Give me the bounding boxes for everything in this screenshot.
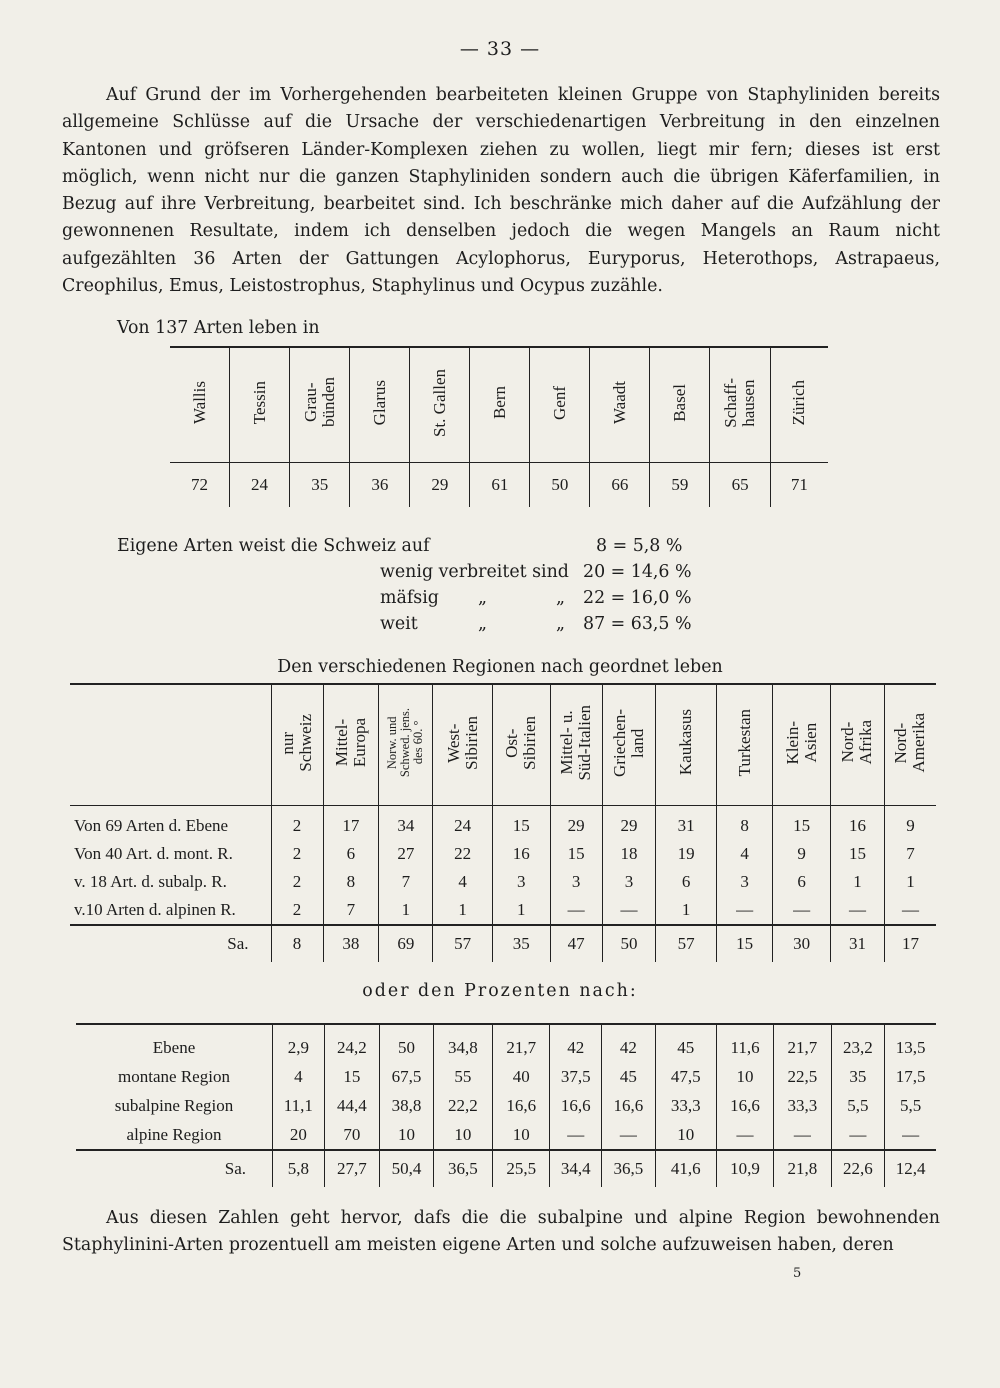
cell: 50 — [380, 1024, 434, 1062]
cell: — — [774, 1120, 831, 1150]
region-header: West- Sibirien — [433, 684, 493, 806]
sum-cell: 12,4 — [885, 1150, 936, 1187]
cell: 15 — [324, 1062, 379, 1091]
stats-value: 20 = 14,6 % — [583, 562, 692, 582]
canton-value: 66 — [590, 463, 650, 508]
stats-value: 22 = 16,0 % — [583, 588, 692, 608]
row-label: Von 69 Arten d. Ebene — [70, 806, 271, 841]
region-header: Ost- Sibirien — [492, 684, 550, 806]
sum-cell: 38 — [323, 925, 379, 962]
row-label: subalpine Region — [76, 1091, 273, 1120]
table2-caption: Den verschiedenen Regionen nach geordnet leben — [277, 657, 723, 677]
cell: 31 — [656, 806, 716, 841]
cell: 4 — [273, 1062, 325, 1091]
cell: 44,4 — [324, 1091, 379, 1120]
canton-header: Zürich — [770, 347, 828, 463]
region-header: Mittel- u. Süd-Italien — [550, 684, 602, 806]
sum-cell: 50 — [602, 925, 656, 962]
row-label: Ebene — [76, 1024, 273, 1062]
region-header: Turkestan — [716, 684, 773, 806]
closing-paragraph: Aus diesen Zahlen geht hervor, dafs die die subalpine und alpine Region bewohnenden Staphylinini-Arten prozentuell am meisten eigene Arten und solche aufzuweisen haben, deren — [62, 1208, 940, 1256]
cell: 29 — [602, 806, 656, 841]
table-row — [76, 1091, 936, 1120]
stats-label: Eigene Arten weist die Schweiz auf — [117, 536, 430, 556]
cell: 3 — [492, 868, 550, 896]
stats-label: mäfsig — [380, 588, 439, 608]
sum-label: Sa. — [70, 925, 271, 962]
canton-header: Schaff- hausen — [710, 347, 770, 463]
cell: 4 — [433, 868, 493, 896]
cell: 1 — [831, 868, 885, 896]
sum-cell: 50,4 — [380, 1150, 434, 1187]
sum-cell: 10,9 — [716, 1150, 773, 1187]
canton-header: Glarus — [350, 347, 410, 463]
cell: 6 — [773, 868, 831, 896]
cell: — — [831, 1120, 885, 1150]
cell: — — [716, 896, 773, 925]
cell: 15 — [550, 840, 602, 868]
cell: 16,6 — [493, 1091, 550, 1120]
cell: — — [550, 896, 602, 925]
canton-header: Wallis — [170, 347, 230, 463]
cell: 35 — [831, 1062, 885, 1091]
cell: 17,5 — [895, 1066, 926, 1086]
cell: 2 — [271, 868, 323, 896]
cell: 4 — [716, 840, 773, 868]
cell: 45 — [602, 1062, 656, 1091]
table-row — [76, 1120, 936, 1150]
cell: 7 — [906, 844, 915, 863]
table-row — [76, 1024, 936, 1062]
sum-cell: 30 — [773, 925, 831, 962]
cell: 45 — [655, 1024, 716, 1062]
cell: — — [716, 1120, 773, 1150]
cell: 1 — [492, 896, 550, 925]
cell: 15 — [773, 806, 831, 841]
sum-cell: 22,6 — [831, 1150, 885, 1187]
canton-header: Genf — [530, 347, 590, 463]
canton-value: 61 — [470, 463, 530, 508]
canton-value: 50 — [530, 463, 590, 508]
canton-header: Grau- bünden — [290, 347, 350, 463]
ditto-mark: „ — [556, 614, 566, 634]
sum-cell: 36,5 — [602, 1150, 656, 1187]
sum-cell: 27,7 — [324, 1150, 379, 1187]
canton-header: Bern — [470, 347, 530, 463]
cell: 10 — [716, 1062, 773, 1091]
cell: 24 — [433, 806, 493, 841]
region-header: Nord- Amerika — [884, 684, 936, 806]
cell: 22,2 — [433, 1091, 492, 1120]
cell: 42 — [602, 1024, 656, 1062]
region-header: Griechen- land — [602, 684, 656, 806]
canton-header: St. Gallen — [410, 347, 470, 463]
canton-value: 29 — [410, 463, 470, 508]
cell: 67,5 — [380, 1062, 434, 1091]
canton-header-row — [170, 347, 828, 463]
region-header: Mittel- Europa — [323, 684, 379, 806]
region-header: nur Schweiz — [271, 684, 323, 806]
canton-value: 71 — [790, 475, 808, 494]
table-row — [70, 806, 936, 841]
row-label: alpine Region — [76, 1120, 273, 1150]
region-percent-table — [76, 1023, 936, 1187]
cell: 21,7 — [774, 1024, 831, 1062]
cell: 22 — [433, 840, 493, 868]
region-count-table — [70, 683, 936, 962]
cell: 11,6 — [716, 1024, 773, 1062]
canton-value: 35 — [290, 463, 350, 508]
cell: — — [902, 1124, 920, 1144]
cell: 2 — [271, 840, 323, 868]
sum-cell: 57 — [656, 925, 716, 962]
cell: 55 — [433, 1062, 492, 1091]
region-header-blank — [70, 684, 271, 806]
cell: — — [773, 896, 831, 925]
page-number: — 33 — — [459, 38, 541, 60]
cell: 19 — [656, 840, 716, 868]
cell: 3 — [602, 868, 656, 896]
cell: 40 — [493, 1062, 550, 1091]
cell: — — [550, 1120, 602, 1150]
distribution-stats — [0, 530, 1000, 640]
sum-cell: 5,8 — [273, 1150, 325, 1187]
region-header: Norw. und Schwed. jens. des 60. ° — [379, 684, 433, 806]
signature-mark: 5 — [793, 1266, 802, 1281]
row-label: v.10 Arten d. alpinen R. — [70, 896, 271, 925]
cell: 3 — [716, 868, 773, 896]
cell: 18 — [602, 840, 656, 868]
stats-label: wenig verbreitet sind — [380, 562, 569, 582]
cell: 23,2 — [831, 1024, 885, 1062]
sum-label: Sa. — [76, 1150, 273, 1187]
cell: 6 — [656, 868, 716, 896]
cell: 1 — [433, 896, 493, 925]
cell: 20 — [273, 1120, 325, 1150]
cell: 13,5 — [895, 1037, 926, 1057]
row-label: Von 40 Art. d. mont. R. — [70, 840, 271, 868]
sum-cell: 57 — [433, 925, 493, 962]
cell: 17 — [323, 806, 379, 841]
sum-cell: 36,5 — [433, 1150, 492, 1187]
cell: 7 — [323, 896, 379, 925]
cell: 16 — [492, 840, 550, 868]
cell: 10 — [493, 1120, 550, 1150]
cell: 11,1 — [273, 1091, 325, 1120]
cell: 9 — [773, 840, 831, 868]
cell: 1 — [656, 896, 716, 925]
cell: 8 — [716, 806, 773, 841]
canton-value: 65 — [710, 463, 770, 508]
cell: 42 — [550, 1024, 602, 1062]
cell: 38,8 — [380, 1091, 434, 1120]
ditto-mark: „ — [556, 588, 566, 608]
ditto-mark: „ — [478, 614, 488, 634]
canton-header: Tessin — [230, 347, 290, 463]
cell: 2 — [271, 896, 323, 925]
cell: 5,5 — [899, 1095, 922, 1115]
cell: 33,3 — [655, 1091, 716, 1120]
cell: 8 — [323, 868, 379, 896]
canton-table — [170, 346, 828, 507]
sum-cell: 34,4 — [550, 1150, 602, 1187]
stats-value: 87 = 63,5 % — [583, 614, 692, 634]
table-row — [76, 1062, 936, 1091]
region-header: Klein- Asien — [773, 684, 831, 806]
cell: 47,5 — [655, 1062, 716, 1091]
cell: 16,6 — [550, 1091, 602, 1120]
cell: 1 — [379, 896, 433, 925]
cell: 2,9 — [273, 1024, 325, 1062]
sum-cell: 8 — [271, 925, 323, 962]
table-row — [70, 896, 936, 925]
sum-cell: 69 — [379, 925, 433, 962]
cell: 22,5 — [774, 1062, 831, 1091]
cell: 34 — [379, 806, 433, 841]
row-label: v. 18 Art. d. subalp. R. — [70, 868, 271, 896]
cell: 16,6 — [716, 1091, 773, 1120]
cell: 5,5 — [831, 1091, 885, 1120]
cell: 2 — [271, 806, 323, 841]
stats-label: weit — [380, 614, 418, 634]
sum-cell: 17 — [884, 925, 936, 962]
table3-caption: oder den Prozenten nach: — [362, 981, 638, 1001]
sum-cell: 47 — [550, 925, 602, 962]
row-label: montane Region — [76, 1062, 273, 1091]
cell: 24,2 — [324, 1024, 379, 1062]
cell: 37,5 — [550, 1062, 602, 1091]
cell: 21,7 — [493, 1024, 550, 1062]
cell: 10 — [655, 1120, 716, 1150]
cell: 29 — [550, 806, 602, 841]
cell: — — [602, 896, 656, 925]
sum-cell: 25,5 — [493, 1150, 550, 1187]
cell: 3 — [550, 868, 602, 896]
canton-header: Waadt — [590, 347, 650, 463]
canton-value: 59 — [650, 463, 710, 508]
canton-value: 24 — [230, 463, 290, 508]
cell: 15 — [492, 806, 550, 841]
sum-cell: 41,6 — [655, 1150, 716, 1187]
cell: — — [602, 1120, 656, 1150]
cell: 33,3 — [774, 1091, 831, 1120]
canton-value: 72 — [170, 463, 230, 508]
sum-cell: 15 — [716, 925, 773, 962]
sum-cell: 21,8 — [774, 1150, 831, 1187]
canton-header: Basel — [650, 347, 710, 463]
region-header: Nord- Afrika — [831, 684, 885, 806]
sum-cell: 35 — [492, 925, 550, 962]
cell: 34,8 — [433, 1024, 492, 1062]
region-header-row — [70, 684, 936, 806]
sum-row — [70, 925, 936, 962]
cell: — — [831, 896, 885, 925]
cell: 7 — [379, 868, 433, 896]
cell: 27 — [379, 840, 433, 868]
cell: 16,6 — [602, 1091, 656, 1120]
cell: — — [901, 900, 919, 919]
table-row — [70, 868, 936, 896]
sum-row — [76, 1150, 936, 1187]
cell: 6 — [323, 840, 379, 868]
cell: 10 — [433, 1120, 492, 1150]
cell: 10 — [380, 1120, 434, 1150]
intro-paragraph: Auf Grund der im Vorhergehenden bearbeiteten kleinen Gruppe von Staphyliniden bereits allgemeine Schlüsse auf die Ursache der verschiedenartigen Verbreitung in den einzelnen Kantonen und gröfseren Länder-Komplexen ziehen zu wollen, liegt mir fern; dieses ist erst möglich, wenn nicht nur die ganzen Staphyliniden sondern auch die übrigen Käferfamilien, in Bezug auf ihre Verbreitung, bearbeitet sind. Ich beschränke mich daher auf die Aufzählung der gewonnenen Resultate, indem ich denselben jedoch die wegen Mangels an Raum nicht aufgezählten 36 Arten der Gattungen Acylophorus, Euryporus, Heterothops, Astrapaeus, Creophilus, Emus, Leistostrophus, Staphylinus und Ocypus zuzähle. — [62, 85, 940, 297]
cell: 16 — [831, 806, 885, 841]
cell: 15 — [831, 840, 885, 868]
table1-lead: Von 137 Arten leben in — [117, 318, 320, 338]
sum-cell: 31 — [831, 925, 885, 962]
cell: 9 — [906, 816, 915, 835]
stats-value: 8 = 5,8 % — [596, 536, 683, 556]
region-header: Kaukasus — [656, 684, 716, 806]
table-row — [70, 840, 936, 868]
canton-value-row — [170, 463, 828, 508]
ditto-mark: „ — [478, 588, 488, 608]
cell: 1 — [906, 872, 915, 891]
canton-value: 36 — [350, 463, 410, 508]
cell: 70 — [324, 1120, 379, 1150]
